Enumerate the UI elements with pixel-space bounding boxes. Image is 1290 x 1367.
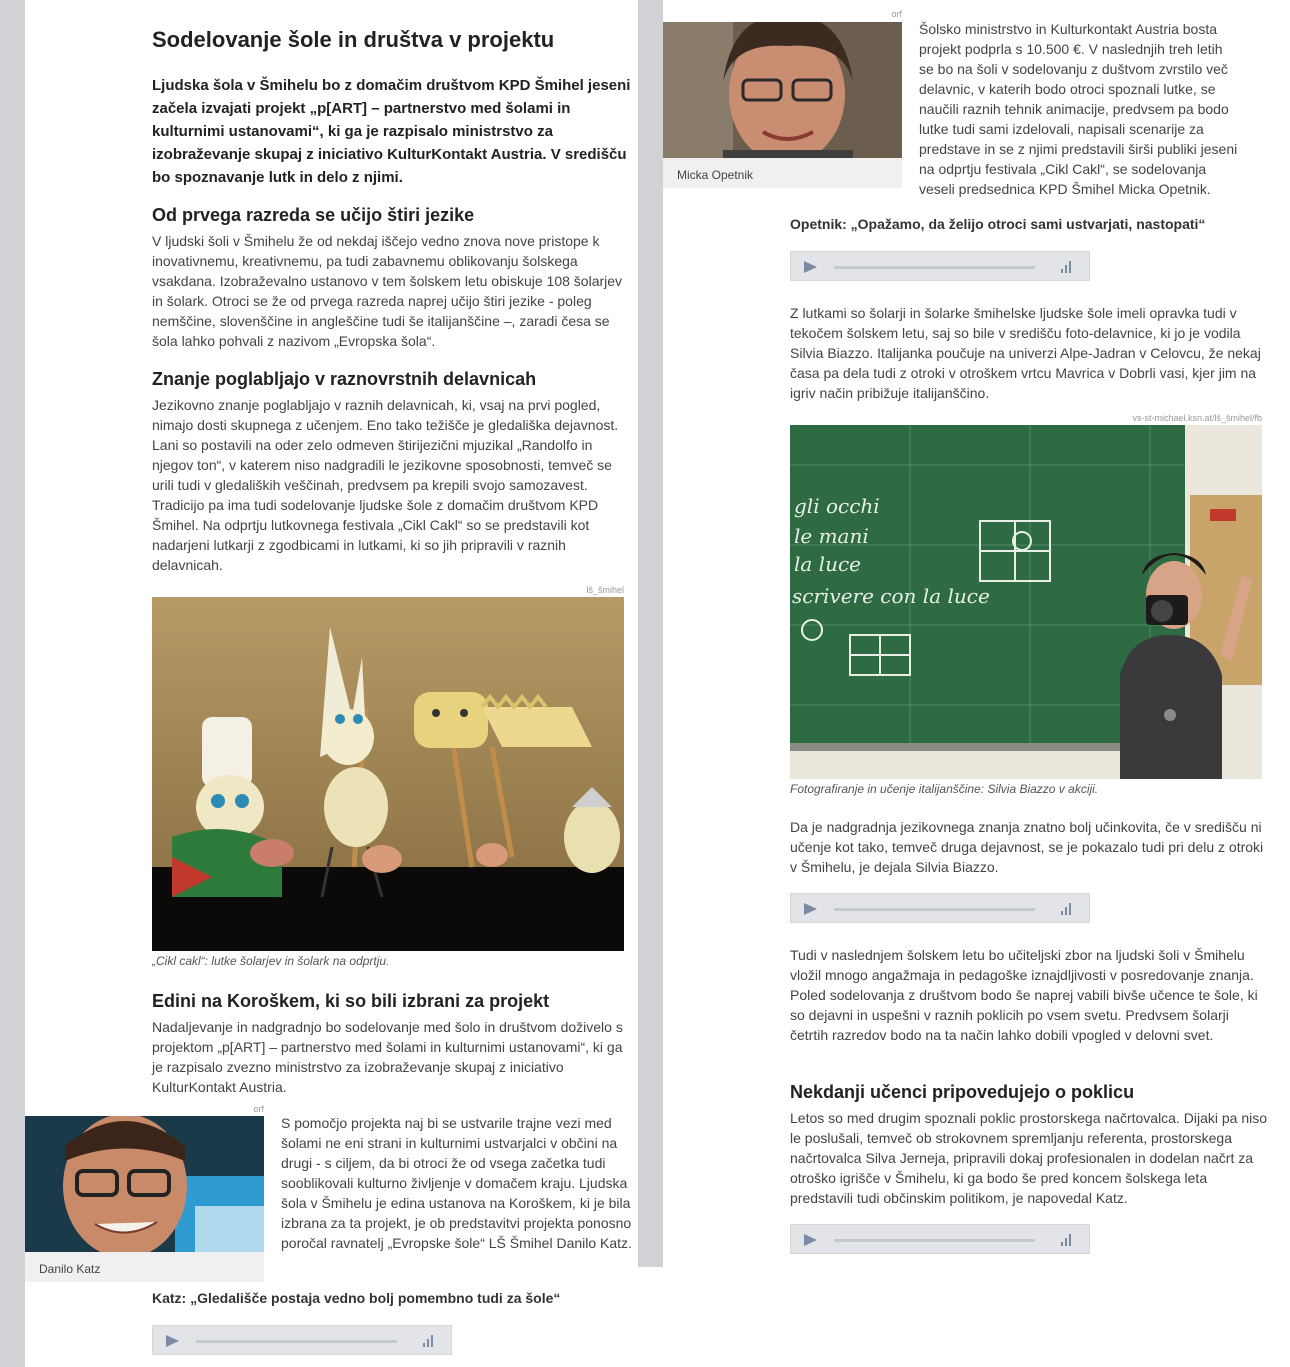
audio-player-biazzo[interactable] bbox=[790, 893, 1090, 923]
audio-progress-track[interactable] bbox=[834, 908, 1035, 911]
play-icon[interactable] bbox=[804, 903, 817, 915]
left-gutter bbox=[0, 0, 25, 1367]
page-title: Sodelovanje šole in društva v projektu bbox=[152, 27, 555, 52]
opetnik-portrait bbox=[663, 22, 902, 158]
katz-quote: Katz: „Gledališče postaja vedno bolj pomembno tudi za šole“ bbox=[152, 1290, 561, 1306]
section-heading-languages: Od prvega razreda se učijo štiri jezike bbox=[152, 205, 475, 225]
chalkboard-photo bbox=[790, 425, 1262, 779]
opetnik-text: Šolsko ministrstvo in Kulturkontakt Austria bosta projekt podprla s 10.500 €. V naslednjih treh letih se bo na šoli v sodelovanju z duštvom zvrstilo več delavnic, v katerih bodo otroci spoznali lutke, se naučili raznih tehnik animacije, predvsem pa bodo lutke tudi sami izdelovali, napisali scenarije za predstave in se z njimi predstavili širši publiki jeseni na odprtju festivala „Cikl Cakl“, se sodelovanja veseli predsednica KPD Šmihel Micka Opetnik. bbox=[919, 21, 1238, 197]
center-gutter bbox=[638, 0, 663, 1267]
biazzo-text: Da je nadgradnja jezikovnega znanja znatno bolj učinkovita, če v središču ni učenje kot tako, temveč druga dejavnost, se je pokazalo tudi pri delu z otroki v Šmihelu, je dejala Silvia Biazzo. bbox=[790, 819, 1264, 875]
audio-player-katz[interactable] bbox=[152, 1325, 452, 1355]
board-image-caption: Fotografiranje in učenje italijanščine: Silvia Biazzo v akciji. bbox=[790, 782, 1099, 796]
audio-player-opetnik[interactable] bbox=[790, 251, 1090, 281]
audio-progress-track[interactable] bbox=[834, 266, 1035, 269]
opetnik-quote: Opetnik: „Opažamo, da želijo otroci sami ustvarjati, nastopati“ bbox=[790, 216, 1206, 232]
section-text-workshops: Jezikovno znanje poglabljajo v raznih delavnicah, ki, vsaj na prvi pogled, nimajo dosti skupnega z učenjem. Eno tako težišče je gledališka dejavnost. Lani so postavili na oder zelo odmeven štirijezični mjuzikal „Randolfo in njegov ton“, v katerem niso nadgradili le jezikovne sposobnosti, temveč se urili tudi v gledaliških veščinah, predvsem pa krepili svojo samozavest. Tradicijo pa ima tudi sodelovanje ljudske šole z domačim društvom KPD Šmihel. Na odprtju lutkovnega festivala „Cikl Cakl“ so se predstavili kot nadarjeni lutkarji z zgodbicami in lutkami, ki so jih pripravili v raznih delavnicah. bbox=[152, 397, 619, 573]
chalkboard-line-2: le mani bbox=[794, 524, 869, 548]
katz-photo-credit: orf bbox=[253, 1104, 264, 1114]
chalkboard-line-1: gli occhi bbox=[794, 494, 880, 518]
katz-portrait bbox=[25, 1116, 264, 1252]
katz-portrait-box bbox=[25, 1116, 264, 1282]
opetnik-photo-credit: orf bbox=[891, 9, 902, 19]
puppet-photo bbox=[152, 597, 624, 951]
puppet-image-credit: lš_šmihel bbox=[586, 585, 624, 595]
section-text-languages: V ljudski šoli v Šmihelu že od nekdaj iščejo vedno znova nove pristope k inovativnemu, kreativnemu, pa tudi zabavnemu oblikovanju šolskega vsakdana. Izobraževalno ustanovo v tem šolskem letu obiskuje 108 šolarjev in šolark. Otroci se že od prvega razreda naprej učijo štiri jezike - poleg nemščine, slovenščine in angleščine tudi še italijanščine –, zaradi česa se šola lahko pohvali z nazivom „Evropska šola“. bbox=[152, 233, 623, 349]
volume-icon[interactable] bbox=[423, 1335, 435, 1347]
section-heading-former-pupils: Nekdanji učenci pripovedujejo o poklicu bbox=[790, 1082, 1135, 1102]
play-icon[interactable] bbox=[166, 1335, 179, 1347]
section-text-former-pupils: Letos so med drugim spoznali poklic prostorskega načrtovalca. Dijaki pa niso le poslušali, temveč ob strokovnem spremljanju referenta, prostorskega načrtovalca Silva Jerneja, pripravili dokaj profesionalen in dodelan načrt za otroško igrišče v Šmihelu, ki ga bodo še pred koncem šolskega leta predstavili tudi občinskim politikom, je napovedal Katz. bbox=[790, 1110, 1268, 1206]
volume-icon[interactable] bbox=[1061, 903, 1073, 915]
opetnik-name: Micka Opetnik bbox=[677, 168, 754, 182]
photo-workshop-text: Z lutkami so šolarji in šolarke šmihelske ljudske šole imeli opravka tudi v tekočem šolskem letu, saj so bile v središču foto-delavnice, ki jo je vodila Silvia Biazzo. Italijanka poučuje na univerzi Alpe-Jadran v Celovcu, že nekaj časa pa dela tudi z otroki v otroškem vrtcu Mavrica v Dobrli vasi, kjer jim na igriv način pribižuje italijanščino. bbox=[790, 305, 1261, 401]
puppet-image-caption: „Cikl cakl“: lutke šolarjev in šolark na odprtju. bbox=[152, 954, 390, 968]
next-year-text: Tudi v naslednjem šolskem letu bo učiteljski zbor na ljudski šoli v Šmihelu vložil mnogo angažmaja in pedagoške iznajdljivosti v posredovanje znanja. Poled sodelovanja z društvom bodo še naprej vabili bivše učence te šole, ki so dejavni in uspešni v raznih poklicih po vsem svetu. Predvsem šolarji četrtih razredov bodo na ta način lahko dobili vpogled v delovni svet. bbox=[790, 947, 1258, 1043]
play-icon[interactable] bbox=[804, 1234, 817, 1246]
opetnik-portrait-box bbox=[663, 22, 902, 188]
katz-text: S pomočjo projekta naj bi se ustvarile trajne vezi med šolami ne eni strani in kulturnimi ustvarjalci v občini na drugi - s ciljem, da bi otroci že od vsega začetka tudi sooblikovali kulturno življenje v domačem kraju. Ljudska šola v Šmihelu je edina ustanova na Koroškem, ki je bila izbrana za ta projekt, je ob predstavitvi projekta ponosno poročal ravnatelj „Evropske šole“ LŠ Šmihel Danilo Katz. bbox=[281, 1115, 632, 1251]
audio-progress-track[interactable] bbox=[196, 1340, 397, 1343]
chalkboard-line-3: la luce bbox=[794, 552, 861, 576]
play-icon[interactable] bbox=[804, 261, 817, 273]
katz-name: Danilo Katz bbox=[39, 1262, 101, 1276]
volume-icon[interactable] bbox=[1061, 1234, 1073, 1246]
audio-progress-track[interactable] bbox=[834, 1239, 1035, 1242]
volume-icon[interactable] bbox=[1061, 261, 1073, 273]
section-text-only-carinthia: Nadaljevanje in nadgradnjo bo sodelovanje med šolo in društvom doživelo s projektom „p[ART] – partnerstvo med šolami in kulturnimi ustanovami“, ki ga je razpisalo zvezno ministrstvo za izobraževanje skupaj z iniciativo KulturKontakt Austria. bbox=[152, 1019, 623, 1095]
article-lead: Ljudska šola v Šmihelu bo z domačim društvom KPD Šmihel jeseni začela izvajati projekt „p[ART] – partnerstvo med šolami in kulturnimi ustanovami“, ki ga je razpisalo ministrstvo za izobraževanje skupaj z iniciativo KulturKontakt Austria. V središču bo spoznavanje lutk in delo z njimi. bbox=[152, 77, 631, 186]
chalkboard-line-4: scrivere con la luce bbox=[792, 584, 990, 608]
section-heading-workshops: Znanje poglabljajo v raznovrstnih delavnicah bbox=[152, 369, 537, 389]
section-heading-only-carinthia: Edini na Koroškem, ki so bili izbrani za projekt bbox=[152, 991, 550, 1011]
board-image-credit: vs-st-michael.ksn.at/lš_šmihel/fb bbox=[1132, 413, 1262, 423]
audio-player-katz-2[interactable] bbox=[790, 1224, 1090, 1254]
